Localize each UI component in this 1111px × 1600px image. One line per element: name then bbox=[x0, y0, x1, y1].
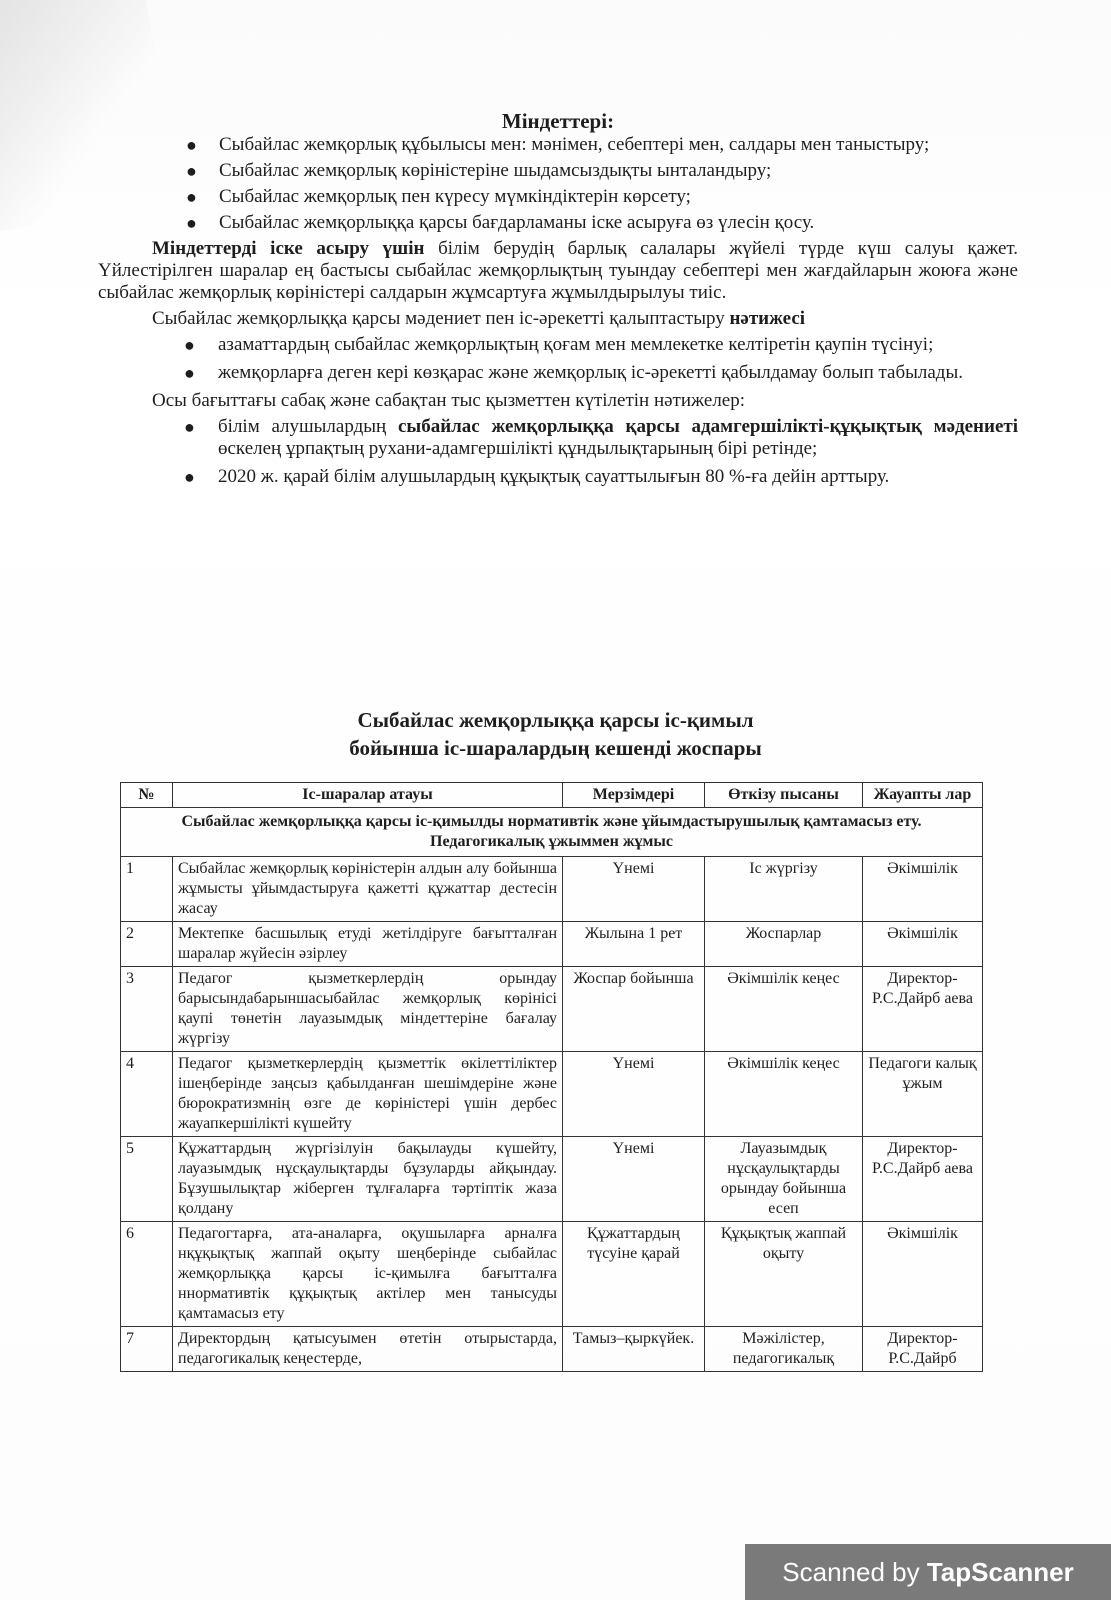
bullet-icon: ● bbox=[186, 213, 197, 233]
header-responsible: Жауапты лар bbox=[863, 783, 983, 808]
bullet-icon: ● bbox=[186, 161, 197, 181]
row-form: Іс жүргізу bbox=[705, 857, 863, 922]
table-header-row bbox=[121, 783, 983, 808]
table-row bbox=[121, 1222, 983, 1327]
row-form: Әкімшілік кеңес bbox=[705, 1052, 863, 1137]
list-item: ● Сыбайлас жемқорлыққа қарсы бағдарламаны іске асыруға өз үлесін қосу. bbox=[186, 212, 815, 233]
list-item: ● жемқорларға деген кері көзқарас және жемқорлық іс-әрекетті қабылдамау болып табылады. bbox=[184, 362, 963, 383]
row-no: 1 bbox=[121, 857, 173, 922]
result-paragraph: Сыбайлас жемқорлыққа қарсы мәдениет пен іс-әрекетті қалыптастыру нәтижесі bbox=[152, 308, 806, 329]
section-row bbox=[121, 808, 983, 857]
list-item: ● білім алушылардың сыбайлас жемқорлыққа қарсы адамгершілікті-құқықтық мәдениеті өскелең ұрпақтың рухани-адамгершілікті құндылықтарының бірі ретінде; bbox=[184, 416, 1018, 459]
row-name: Педагог қызметкерлердің орындау барысындабарыншасыбайлас жемқорлық көрінісі қаупі төнетін лауазымдық міндеттеріне бағалау жүргізу bbox=[173, 967, 563, 1052]
expected-list bbox=[98, 416, 1018, 488]
row-form: Жоспарлар bbox=[705, 922, 863, 967]
row-name: Педагогтарға, ата-аналарға, оқушыларға арналға нқұқықтық жаппай оқыту шеңберінде сыбайлас жемқорлыққа қарсы іс-қимылға бағытталға ннормативтік құқықтық актілер мен танысуды қамтамасыз ету bbox=[173, 1222, 563, 1327]
bullet-icon: ● bbox=[186, 135, 197, 155]
row-no: 2 bbox=[121, 922, 173, 967]
tasks-heading: Міндеттері: bbox=[501, 109, 615, 133]
row-responsible: Әкімшілік bbox=[863, 857, 983, 922]
result-list bbox=[98, 334, 1018, 384]
header-deadline: Мерзімдері bbox=[563, 783, 705, 808]
row-no: 3 bbox=[121, 967, 173, 1052]
bullet-icon: ● bbox=[186, 187, 197, 207]
row-name: Мектепке басшылық етуді жетілдіруге бағытталған шаралар жүйесін әзірлеу bbox=[173, 922, 563, 967]
list-item: ● 2020 ж. қарай білім алушылардың құқықтық сауаттылығын 80 %-ға дейін арттыру. bbox=[184, 466, 890, 487]
bullet-icon: ● bbox=[184, 363, 195, 383]
row-responsible: Директор-Р.С.Дайрб bbox=[863, 1327, 983, 1372]
table-row bbox=[121, 967, 983, 1052]
header-name: Іс-шаралар атауы bbox=[173, 783, 563, 808]
row-name: Директордың қатысуымен өтетін отырыстарда, педагогикалық кеңестерде, bbox=[173, 1327, 563, 1372]
table-row bbox=[121, 1137, 983, 1222]
row-responsible: Әкімшілік bbox=[863, 922, 983, 967]
table-row bbox=[121, 857, 983, 922]
document-body bbox=[98, 110, 1018, 494]
row-form: Құқықтық жаппай оқыту bbox=[705, 1222, 863, 1327]
row-deadline: Үнемі bbox=[563, 1052, 705, 1137]
row-form: Лауазымдық нұсқаулықтарды орындау бойынша есеп bbox=[705, 1137, 863, 1222]
row-no: 7 bbox=[121, 1327, 173, 1372]
row-deadline: Жоспар бойынша bbox=[563, 967, 705, 1052]
row-deadline: Жылына 1 рет bbox=[563, 922, 705, 967]
table-row bbox=[121, 1327, 983, 1372]
bullet-icon: ● bbox=[184, 417, 195, 437]
table-row bbox=[121, 1052, 983, 1137]
plan-title: Сыбайлас жемқорлыққа қарсы іс-қимыл бойынша іс-шаралардың кешенді жоспары bbox=[349, 708, 762, 760]
bullet-icon: ● bbox=[184, 335, 195, 355]
row-responsible: Директор-Р.С.Дайрб аева bbox=[863, 1137, 983, 1222]
row-responsible: Әкімшілік bbox=[863, 1222, 983, 1327]
table-row bbox=[121, 922, 983, 967]
implementation-paragraph: Міндеттерді іске асыру үшін білім берудің барлық салалары жүйелі түрде күш салуы қажет. Үйлестірілген шаралар ең бастысы сыбайлас жемқорлықтың туындау себептері мен жағдайларын жоюға және сыбайлас жемқорлық көріністері салдарын жұмсартуға жұмылдырылуы тиіс. bbox=[98, 238, 1018, 303]
row-form: Мәжілістер, педагогикалық bbox=[705, 1327, 863, 1372]
list-item: ● Сыбайлас жемқорлық құбылысы мен: мәнімен, себептері мен, салдары мен таныстыру; bbox=[186, 134, 930, 155]
tasks-list bbox=[98, 134, 1018, 234]
row-responsible: Директор-Р.С.Дайрб аева bbox=[863, 967, 983, 1052]
bullet-icon: ● bbox=[184, 467, 195, 487]
row-no: 6 bbox=[121, 1222, 173, 1327]
row-form: Әкімшілік кеңес bbox=[705, 967, 863, 1052]
header-no: № bbox=[121, 783, 173, 808]
list-item: ● Сыбайлас жемқорлық көріністеріне шыдамсыздықты ынталандыру; bbox=[186, 160, 772, 181]
row-responsible: Педагоги калық ұжым bbox=[863, 1052, 983, 1137]
header-form: Өткізу пысаны bbox=[705, 783, 863, 808]
row-name: Сыбайлас жемқорлық көріністерін алдын алу бойынша жұмысты ұйымдастыруға қажетті құжаттар дестесін жасау bbox=[173, 857, 563, 922]
row-no: 4 bbox=[121, 1052, 173, 1137]
scanner-watermark: Scanned by TapScanner bbox=[745, 1544, 1111, 1600]
row-deadline: Үнемі bbox=[563, 857, 705, 922]
list-item: ● Сыбайлас жемқорлық пен күресу мүмкіндіктерін көрсету; bbox=[186, 186, 691, 207]
row-deadline: Тамыз–қыркүйек. bbox=[563, 1327, 705, 1372]
row-deadline: Құжаттардың түсуіне қарай bbox=[563, 1222, 705, 1327]
row-deadline: Үнемі bbox=[563, 1137, 705, 1222]
row-name: Педагог қызметкерлердің қызметтік өкілеттіліктер ішеңберінде заңсыз қабылданған шешімдеріне және бюрократизмнің өзге де көріністері үшін дербес жауапкершілікті күшейту bbox=[173, 1052, 563, 1137]
row-name: Құжаттардың жүргізілуін бақылауды күшейту, лауазымдық нұсқаулықтарды бұзуларды айқындау. Бұзушылықтар жіберген тұлғаларға тәртіптік жаза қолдану bbox=[173, 1137, 563, 1222]
row-no: 5 bbox=[121, 1137, 173, 1222]
list-item: ● азаматтардың сыбайлас жемқорлықтың қоғам мен мемлекетке келтіретін қаупін түсінуі; bbox=[184, 334, 934, 355]
plan-table bbox=[120, 782, 983, 1372]
expected-paragraph: Осы бағыттағы сабақ және сабақтан тыс қызметтен күтілетін нәтижелер: bbox=[152, 390, 746, 411]
section-title: Сыбайлас жемқорлыққа қарсы іс-қимылды нормативтік және ұйымдастырушылық қамтамасыз ету. Педагогикалық ұжыммен жұмыс bbox=[121, 808, 983, 857]
